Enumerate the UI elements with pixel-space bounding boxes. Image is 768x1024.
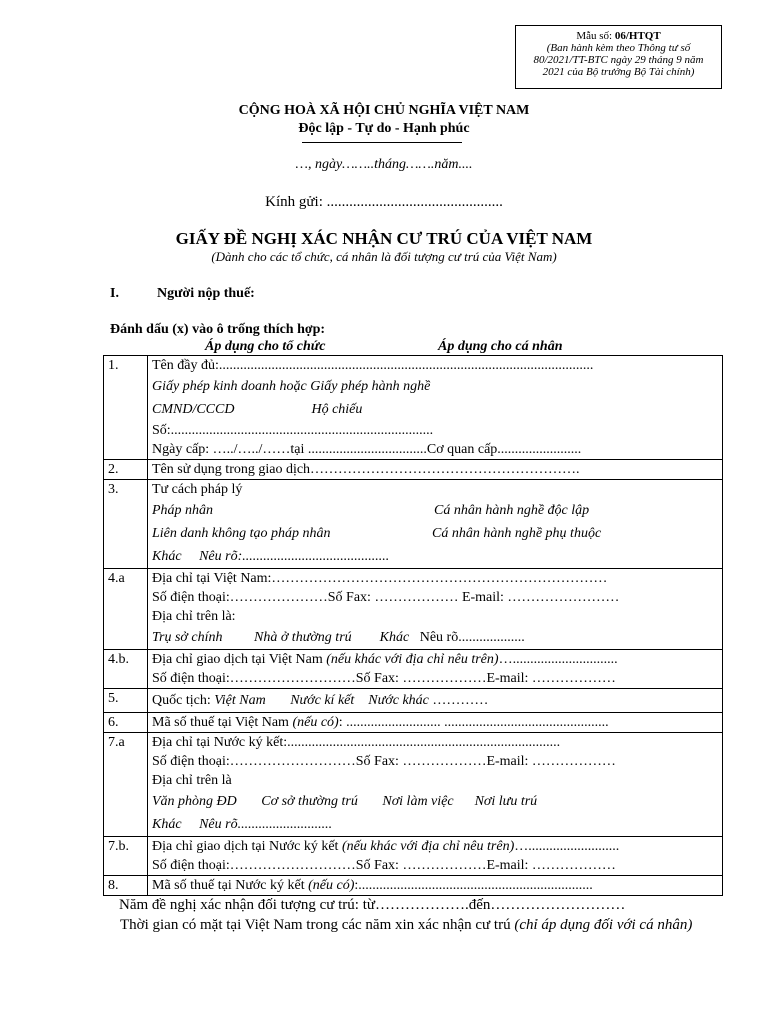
motto-underline xyxy=(302,142,462,143)
row-content xyxy=(148,689,723,713)
workplace-option[interactable]: Nơi làm việc xyxy=(382,794,454,809)
table-row xyxy=(104,356,723,460)
vn-contact-field[interactable]: Số điện thoại:…………………Số Fax: ……………… E-mail: …………………… xyxy=(152,590,620,605)
form-issued-by-line-3: 2021 của Bộ trưởng Bộ Tài chính) xyxy=(542,66,695,78)
residence-option[interactable]: Nhà ở thường trú xyxy=(254,630,352,645)
date-line: …, ngày……..tháng…….năm.... xyxy=(295,157,473,172)
address-type-label: Địa chỉ trên là: xyxy=(152,609,236,624)
foreign-contact-field[interactable]: Số điện thoại:………………………Số Fax: ………………E-mail: ……………… xyxy=(152,754,616,769)
row-number: 7.a xyxy=(104,733,148,837)
row-content xyxy=(148,733,723,837)
foreign-tax-code-field[interactable]: Mã số thuế tại Nước ký kết (nếu có):................................................................... xyxy=(152,878,593,893)
table-row xyxy=(104,689,723,713)
row-number: 3. xyxy=(104,480,148,569)
dependent-practitioner-option[interactable]: Cá nhân hành nghề phụ thuộc xyxy=(432,526,602,541)
rep-office-option[interactable]: Văn phòng ĐD xyxy=(152,794,237,809)
section-heading xyxy=(110,286,255,302)
country-name: CỘNG HOÀ XÃ HỘI CHỦ NGHĨA VIỆT NAM xyxy=(238,103,530,118)
foreign-transaction-address-field[interactable]: Địa chỉ giao dịch tại Nước ký kết (nếu khác với địa chỉ nêu trên)….......................... xyxy=(152,839,620,854)
row-content xyxy=(148,650,723,689)
table-row xyxy=(104,713,723,733)
vn-transaction-address-field[interactable]: Địa chỉ giao dịch tại Việt Nam (nếu khác với địa chỉ nêu trên)….............................. xyxy=(152,652,618,667)
specify-field[interactable]: Nêu rõ........................... xyxy=(199,817,333,832)
residency-year-field[interactable]: Năm đề nghị xác nhận đối tượng cư trú: từ……………….đến……………………… xyxy=(119,897,626,913)
row-content xyxy=(148,356,723,460)
other-option[interactable]: Khác xyxy=(152,817,182,832)
address-type-label: Địa chỉ trên là xyxy=(152,773,232,788)
row-content xyxy=(148,569,723,650)
form-issued-by-line-2: 80/2021/TT-BTC ngày 29 tháng 9 năm xyxy=(533,54,704,66)
row-number: 1. xyxy=(104,356,148,460)
table-row xyxy=(104,569,723,650)
row-number: 4.a xyxy=(104,569,148,650)
legal-status-label: Tư cách pháp lý xyxy=(152,482,243,497)
other-country-option[interactable]: Nước khác xyxy=(368,693,429,708)
row-content xyxy=(148,713,723,733)
id-card-option[interactable]: CMND/CCCD xyxy=(152,402,235,417)
form-code: 06/HTQT xyxy=(614,30,661,42)
legal-entity-option[interactable]: Pháp nhân xyxy=(152,503,214,518)
document-subtitle: (Dành cho các tổ chức, cá nhân là đối tượng cư trú của Việt Nam) xyxy=(211,249,557,264)
section-label: Người nộp thuế: xyxy=(157,286,255,301)
other-option[interactable]: Khác xyxy=(379,630,410,645)
row-number: 2. xyxy=(104,460,148,480)
other-option[interactable]: Khác xyxy=(152,549,182,564)
option-individual[interactable]: Áp dụng cho cá nhân xyxy=(438,339,563,354)
national-motto: Độc lập - Tự do - Hạnh phúc xyxy=(298,121,470,136)
permanent-base-option[interactable]: Cơ sở thường trú xyxy=(261,794,358,809)
independent-practitioner-option[interactable]: Cá nhân hành nghề độc lập xyxy=(434,503,590,518)
option-organization[interactable]: Áp dụng cho tổ chức xyxy=(205,339,326,354)
foreign-transaction-contact-field[interactable]: Số điện thoại:………………………Số Fax: ………………E-mail: ……………… xyxy=(152,858,616,873)
taxpayer-info-table xyxy=(103,355,723,896)
joint-venture-option[interactable]: Liên danh không tạo pháp nhân xyxy=(152,526,331,541)
issue-info-field[interactable]: Ngày cấp: …../…../……tại ..................................Cơ quan cấp........................ xyxy=(152,442,582,457)
signing-country-option[interactable]: Nước kí kết xyxy=(290,693,355,708)
vn-address-field[interactable]: Địa chỉ tại Việt Nam:……………………………………………………………… xyxy=(152,571,608,586)
table-row xyxy=(104,460,723,480)
license-option[interactable]: Giấy phép kinh doanh hoặc Giấy phép hành nghề xyxy=(152,379,431,394)
row-content xyxy=(148,480,723,569)
form-code-box xyxy=(515,25,722,89)
recipient-line: Kính gửi: ............................................... xyxy=(265,194,503,210)
row-number: 7.b. xyxy=(104,837,148,876)
id-number-field[interactable]: Số:........................................................................... xyxy=(152,423,434,438)
passport-option[interactable]: Hộ chiếu xyxy=(311,402,363,417)
head-office-option[interactable]: Trụ sở chính xyxy=(152,630,223,645)
vn-tax-code-field[interactable]: Mã số thuế tại Việt Nam (nếu có): ........................... ............................................... xyxy=(152,715,609,730)
row-number: 8. xyxy=(104,876,148,896)
table-row xyxy=(104,650,723,689)
form-code-line: Mẫu số: 06/HTQT xyxy=(576,30,661,42)
table-row xyxy=(104,733,723,837)
full-name-field[interactable]: Tên đầy đủ:........................................................................................................... xyxy=(152,358,594,373)
form-issued-by-line-1: (Ban hành kèm theo Thông tư số xyxy=(546,42,691,54)
specify-field[interactable]: Nêu rõ:.......................................... xyxy=(199,549,390,564)
instruction-text: Đánh dấu (x) vào ô trống thích hợp: xyxy=(110,322,326,337)
table-row xyxy=(104,837,723,876)
trade-name-field[interactable]: Tên sử dụng trong giao dịch…………………………………………………. xyxy=(152,462,580,477)
row-number: 4.b. xyxy=(104,650,148,689)
nationality-field: Quốc tịch: Việt Nam Nước kí kết Nước khác ………… xyxy=(152,693,489,708)
foreign-address-field[interactable]: Địa chỉ tại Nước ký kết:.............................................................................. xyxy=(152,735,561,750)
section-number: I. xyxy=(110,286,119,301)
presence-time-field[interactable]: Thời gian có mặt tại Việt Nam trong các năm xin xác nhận cư trú (chỉ áp dụng đối với cá nhân) xyxy=(120,917,693,933)
row-content xyxy=(148,876,723,896)
table-row xyxy=(104,480,723,569)
id-type-options xyxy=(152,398,718,421)
row-content xyxy=(148,460,723,480)
table-row xyxy=(104,876,723,896)
row-content xyxy=(148,837,723,876)
row-number: 5. xyxy=(104,689,148,713)
document-title: GIẤY ĐỀ NGHỊ XÁC NHẬN CƯ TRÚ CỦA VIỆT NAM xyxy=(175,229,593,248)
specify-field[interactable]: Nêu rõ................... xyxy=(419,630,525,645)
row-number: 6. xyxy=(104,713,148,733)
vn-transaction-contact-field[interactable]: Số điện thoại:………………………Số Fax: ………………E-mail: ……………… xyxy=(152,671,616,686)
vietnam-option[interactable]: Việt Nam xyxy=(214,693,266,708)
stay-place-option[interactable]: Nơi lưu trú xyxy=(474,794,538,809)
